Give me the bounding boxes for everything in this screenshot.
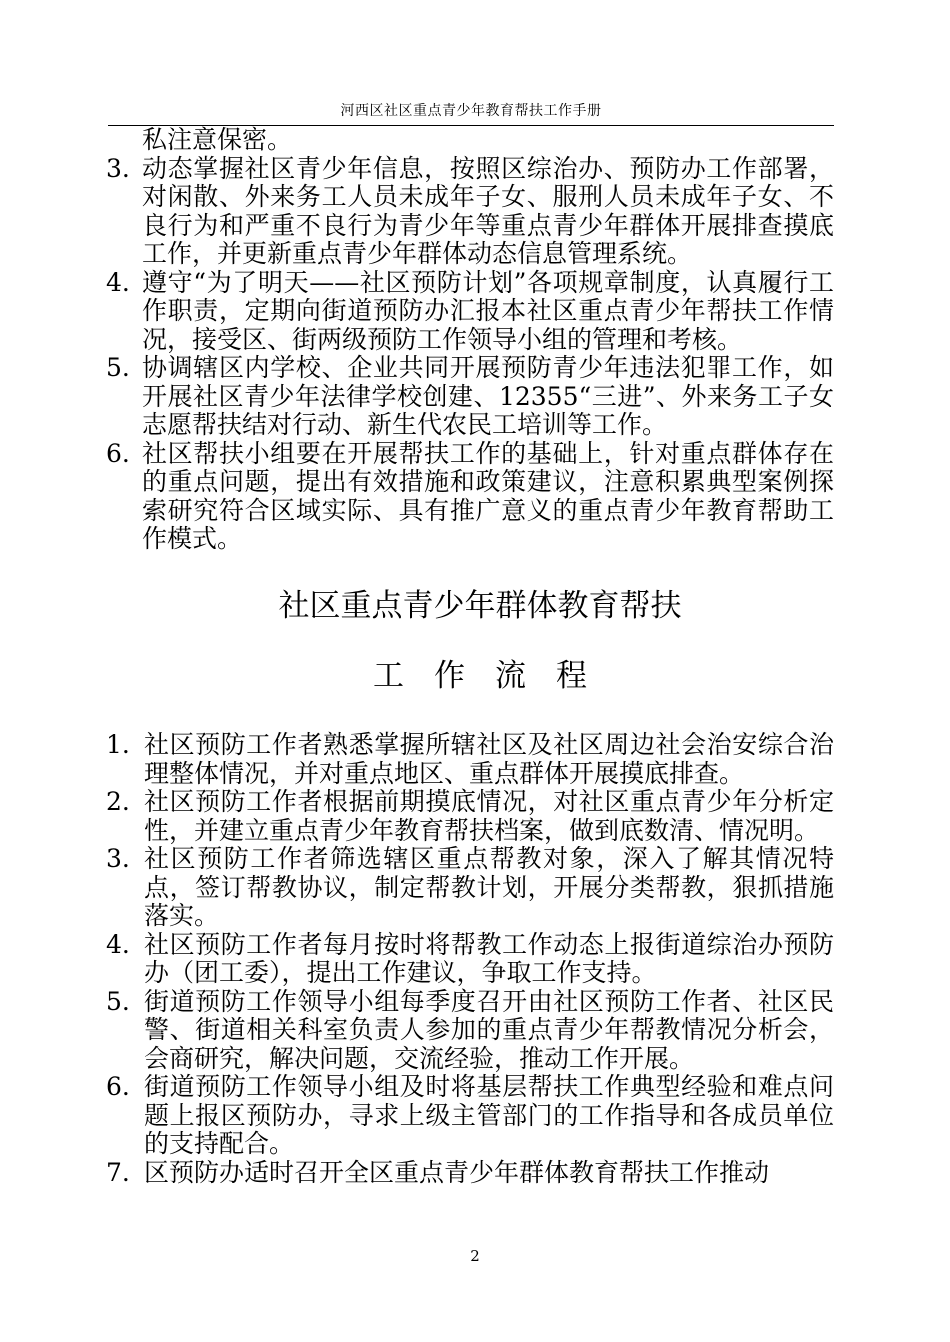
list-item-text: 社区帮扶小组要在开展帮扶工作的基础上，针对重点群体存在的重点问题，提出有效措施和政策建议，注意积累典型案例探索研究符合区域实际、具有推广意义的重点青少年教育帮助工作模式。	[142, 438, 834, 553]
list-item-number: 7.	[106, 1157, 130, 1187]
duties-list	[106, 155, 834, 554]
list-item	[106, 931, 834, 988]
list-item-number: 3.	[106, 844, 130, 873]
list-item-text: 社区预防工作者熟悉掌握所辖社区及社区周边社会治安综合治理整体情况，并对重点地区、重点群体开展摸底排查。	[144, 730, 834, 788]
list-item-number: 5.	[106, 353, 130, 382]
list-item-number: 3.	[106, 153, 130, 183]
list-item-number: 1.	[106, 730, 130, 759]
continued-paragraph: 私注意保密。	[142, 125, 293, 154]
list-item-text: 区预防办适时召开全区重点青少年群体教育帮扶工作推动	[144, 1157, 770, 1187]
list-item-number: 2.	[106, 787, 130, 816]
list-item	[106, 354, 834, 440]
list-item-number: 4.	[106, 267, 130, 297]
list-item	[106, 1073, 834, 1159]
section-title: 社区重点青少年群体教育帮扶	[278, 588, 682, 624]
running-header: 河西区社区重点青少年教育帮扶工作手册	[340, 103, 602, 119]
duties-section	[106, 126, 834, 554]
list-item-number: 4.	[106, 929, 130, 959]
list-item-text: 社区预防工作者每月按时将帮教工作动态上报街道综治办预防办（团工委），提出工作建议，争取工作支持。	[144, 929, 834, 987]
list-item	[106, 1159, 834, 1188]
list-item-text: 社区预防工作者根据前期摸底情况，对社区重点青少年分析定性，并建立重点青少年教育帮扶档案，做到底数清、情况明。	[144, 787, 834, 845]
list-item-text: 街道预防工作领导小组每季度召开由社区预防工作者、社区民警、街道相关科室负责人参加的重点青少年帮教情况分析会，会商研究，解决问题，交流经验，推动工作开展。	[144, 986, 834, 1073]
list-item-number: 6.	[106, 1072, 130, 1101]
list-item	[106, 845, 834, 931]
list-item-text: 遵守“为了明天——社区预防计划”各项规章制度，认真履行工作职责，定期向街道预防办汇报本社区重点青少年帮扶工作情况，接受区、街两级预防工作领导小组的管理和考核。	[142, 267, 834, 354]
list-item	[106, 269, 834, 355]
section-subtitle: 工作流程	[373, 658, 617, 694]
process-list	[106, 731, 834, 1187]
list-item-text: 动态掌握社区青少年信息，按照区综治办、预防办工作部署，对闲散、外来务工人员未成年子女、服刑人员未成年子女、不良行为和严重不良行为青少年等重点青少年群体开展排查摸底工作，并更新重点青少年群体动态信息管理系统。	[142, 153, 834, 268]
list-item	[106, 988, 834, 1074]
list-item	[106, 440, 834, 554]
page-number: 2	[470, 1247, 480, 1265]
list-item	[106, 155, 834, 269]
list-item-text: 街道预防工作领导小组及时将基层帮扶工作典型经验和难点问题上报区预防办，寻求上级主管部门的工作指导和各成员单位的支持配合。	[144, 1072, 834, 1158]
list-item-number: 6.	[106, 438, 130, 468]
list-item	[106, 788, 834, 845]
list-item-text: 社区预防工作者筛选辖区重点帮教对象，深入了解其情况特点，签订帮教协议，制定帮教计划，开展分类帮教，狠抓措施落实。	[144, 844, 834, 930]
list-item	[106, 731, 834, 788]
list-item-number: 5.	[106, 986, 130, 1016]
list-item-text: 协调辖区内学校、企业共同开展预防青少年违法犯罪工作，如开展社区青少年法律学校创建、12355“三进”、外来务工子女志愿帮扶结对行动、新生代农民工培训等工作。	[142, 353, 834, 439]
process-section	[106, 731, 834, 1187]
